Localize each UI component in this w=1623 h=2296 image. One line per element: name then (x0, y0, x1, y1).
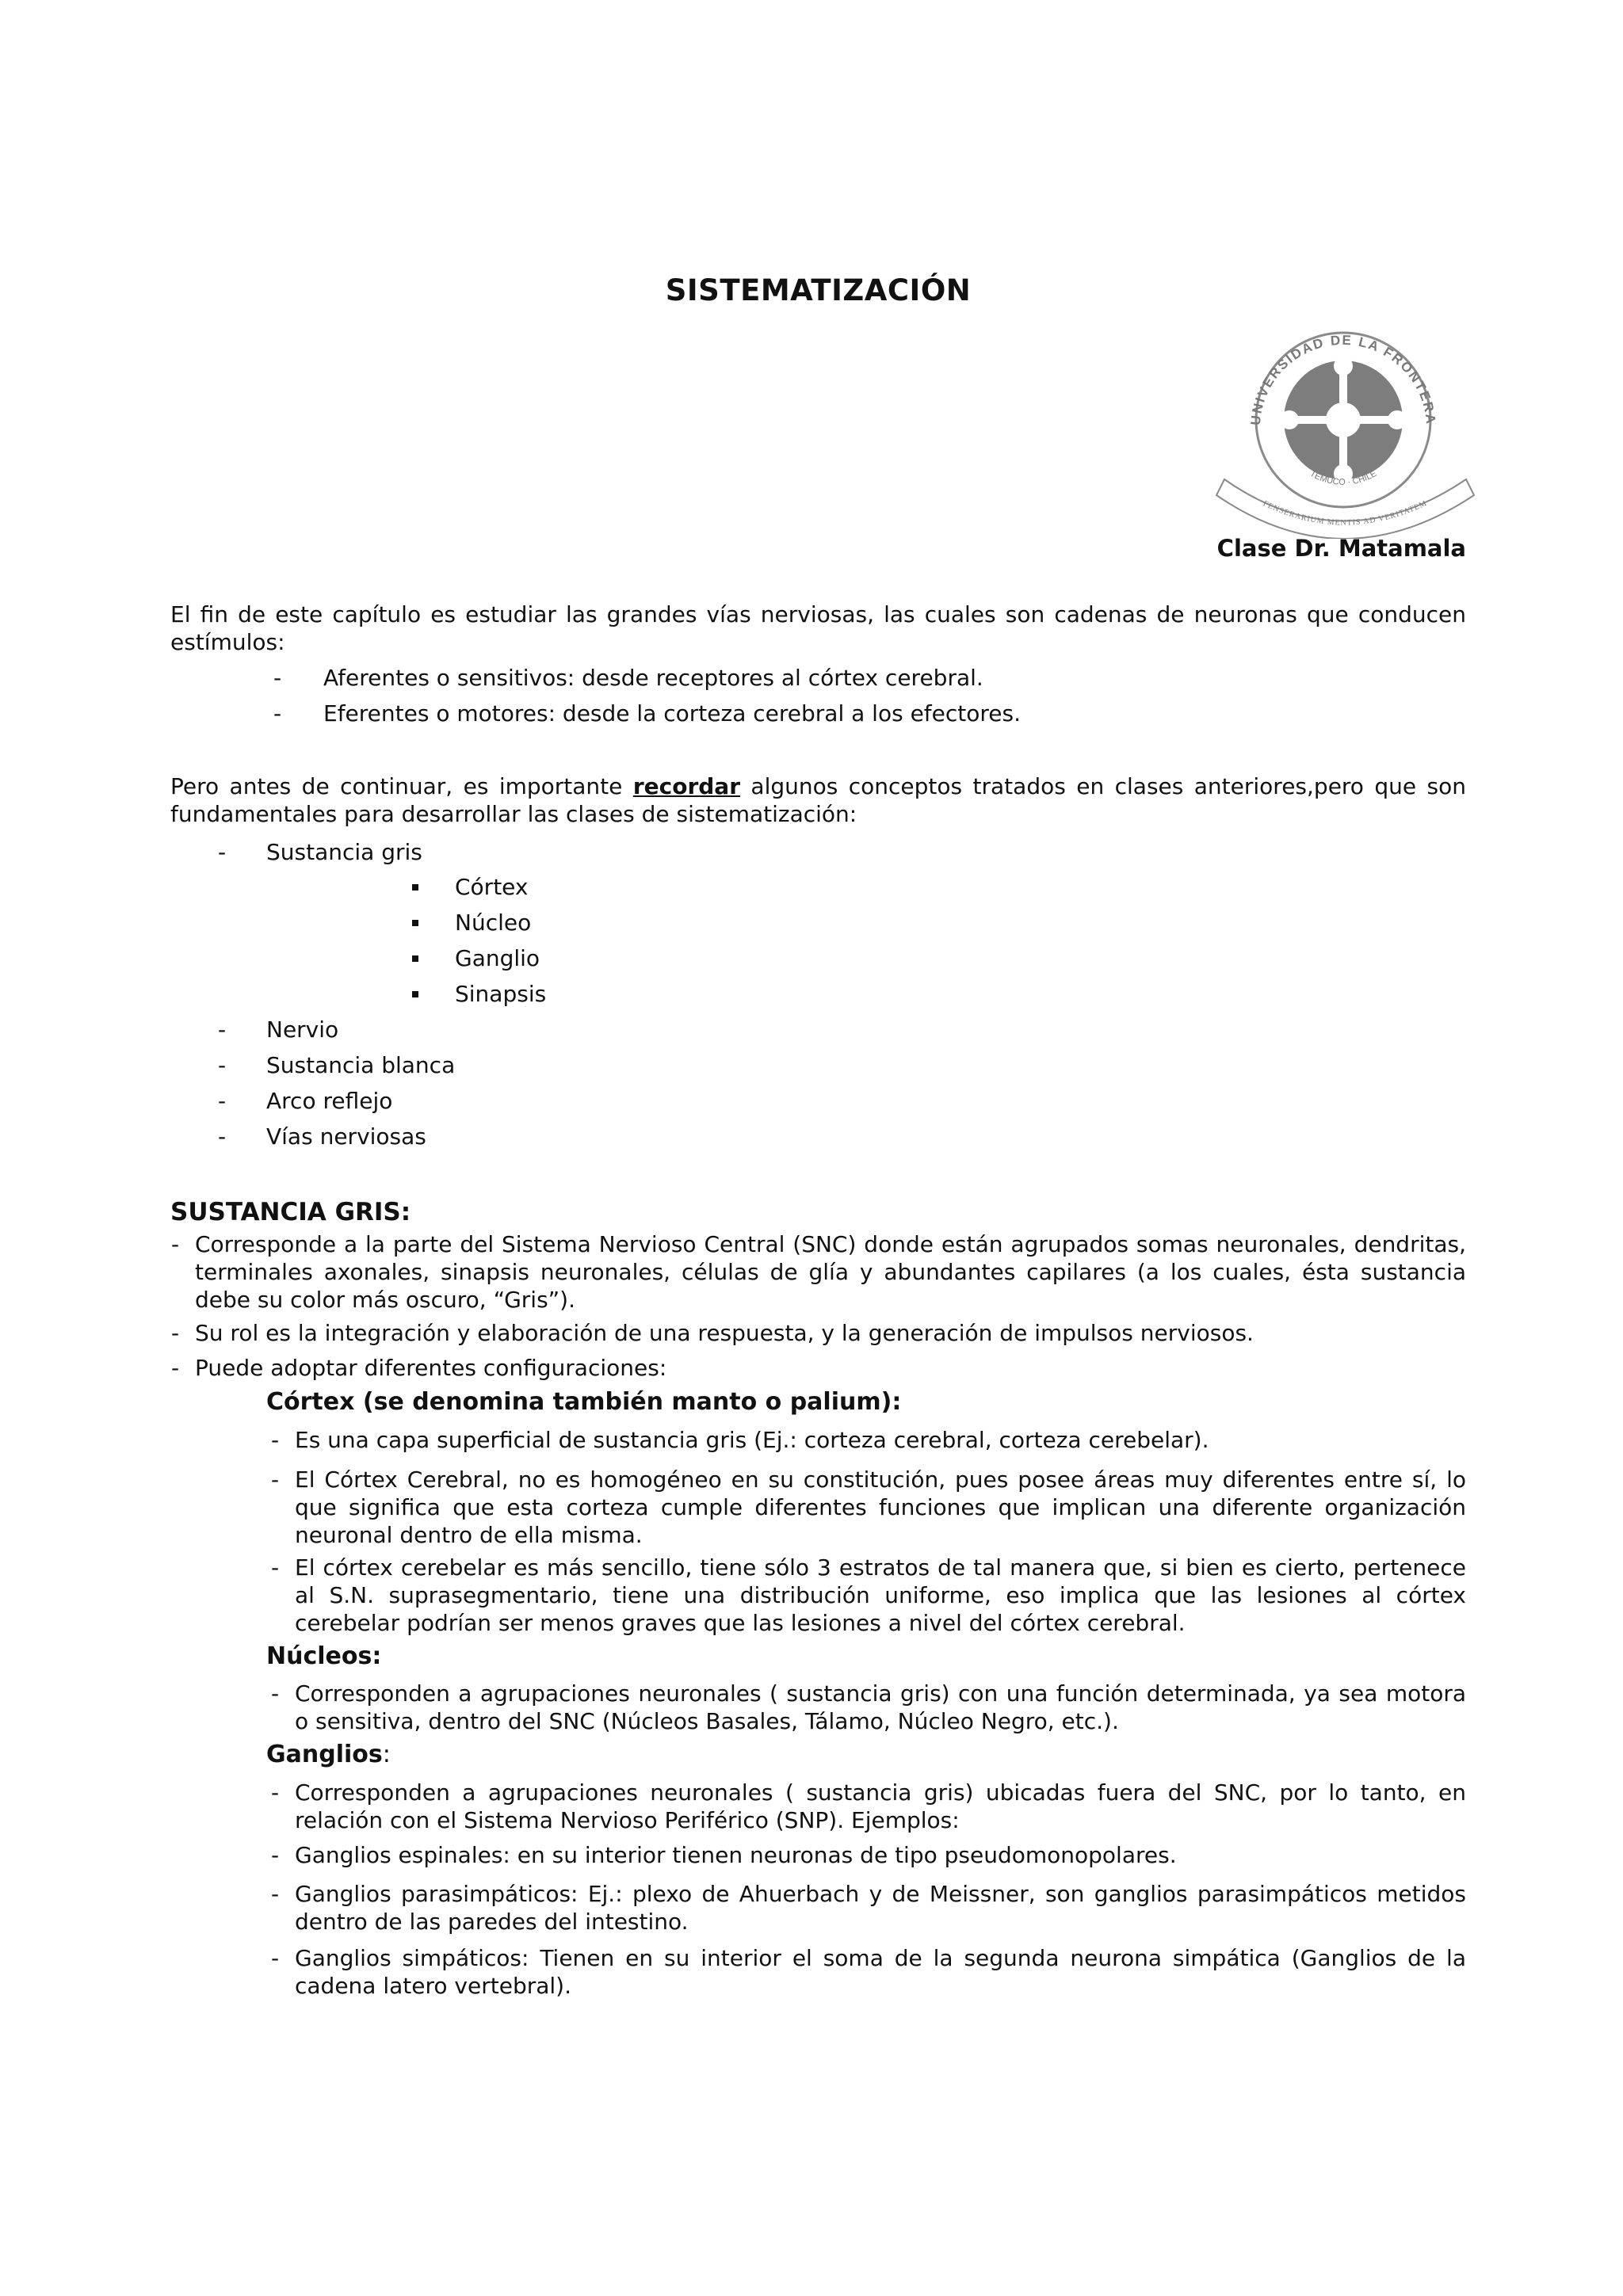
square-bullet-icon (412, 991, 418, 997)
seal-top-text: UNIVERSIDAD DE LA FRONTERA (1247, 332, 1439, 426)
recall-item: Nervio (266, 1016, 339, 1043)
sublist-item: Núcleo (412, 909, 650, 936)
intro-item: Eferentes o motores: desde la corteza cerebral a los efectores. (323, 700, 1022, 727)
cortex-item: - El Córtex Cerebral, no es homogéneo en su constitución, pues posee áreas muy diferentes entre sí, lo que significa que esta corteza cumple diferentes funciones que implican una diferente organización neuronal dentro de ella misma. (271, 1466, 1466, 1548)
recall-dash: - (218, 1088, 227, 1114)
document-title: SISTEMATIZACIÓN (665, 273, 972, 307)
section-item: - Corresponde a la parte del Sistema Nervioso Central (SNC) donde están agrupados somas neuronales, dendritas, terminales axonales, sinapsis neuronales, células de glía y abundantes capilares (a los cuales, ésta sustancia debe su color más oscuro, “Gris”). (171, 1231, 1466, 1313)
nucleos-item: - Corresponden a agrupaciones neuronales ( sustancia gris) con una función determinada, ya sea motora o sensitiva, dentro del SNC (Núcleos Basales, Tálamo, Núcleo Negro, etc.). (271, 1680, 1466, 1734)
square-bullet-icon (412, 920, 418, 926)
recall-item: Sustancia gris (266, 839, 422, 865)
ganglios-item: - Ganglios simpáticos: Tienen en su interior el soma de la segunda neurona simpática (Ganglios de la cadena latero vertebral). (271, 1945, 1466, 1999)
ganglios-item: - Ganglios espinales: en su interior tienen neuronas de tipo pseudomonopolares. (271, 1842, 1177, 1868)
recall-item: Sustancia blanca (266, 1052, 456, 1078)
intro-item: Aferentes o sensitivos: desde receptores al córtex cerebral. (323, 665, 983, 691)
section-item: - Su rol es la integración y elaboración de una respuesta, y la generación de impulsos nerviosos. (171, 1320, 1254, 1346)
university-seal-logo (1209, 309, 1482, 539)
intro-dash: - (273, 700, 282, 727)
square-bullet-icon (412, 884, 418, 891)
seal-ribbon-text: FENSERARIUM MENTIS AD VERITATEM (1262, 498, 1429, 528)
ganglios-item: - Corresponden a agrupaciones neuronales ( sustancia gris) ubicadas fuera del SNC, por lo tanto, en relación con el Sistema Nervioso Periférico (SNP). Ejemplos: (271, 1779, 1466, 1833)
ganglios-item: - Ganglios parasimpáticos: Ej.: plexo de Ahuerbach y de Meissner, son ganglios parasimpáticos metidos dentro de las paredes del intestino. (271, 1881, 1466, 1935)
sublist-item: Ganglio (412, 944, 650, 972)
recall-item: Arco reflejo (266, 1088, 393, 1114)
author-line: Clase Dr. Matamala (1216, 535, 1466, 562)
recall-dash: - (218, 839, 227, 865)
recall-paragraph (170, 772, 1466, 828)
svg-text:FENSERARIUM MENTIS AD VERITATE (1262, 499, 1429, 528)
nucleos-heading: Núcleos: (266, 1642, 382, 1670)
recall-dash: - (218, 1016, 227, 1043)
ganglios-heading: Ganglios: (266, 1741, 391, 1768)
recall-text-before: Pero antes de continuar, es importante (170, 773, 633, 799)
cortex-item: - Es una capa superficial de sustancia gris (Ej.: corteza cerebral, corteza cerebelar). (271, 1427, 1209, 1453)
recall-text-after: algunos conceptos tratados en clases anteriores,pero que son fundamentales para desarrollar las clases de sistematización: (170, 773, 1466, 827)
recall-dash: - (218, 1123, 227, 1150)
cortex-item: - El córtex cerebelar es más sencillo, tiene sólo 3 estratos de tal manera que, si bien es cierto, pertenece al S.N. suprasegmentario, tiene una distribución uniforme, eso implica que las lesiones al córtex cerebelar podrían ser menos graves que las lesiones a nivel del córtex cerebral. (271, 1554, 1466, 1636)
sublist-item: Sinapsis (412, 980, 650, 1008)
recall-emphasis: recordar (632, 773, 740, 799)
intro-paragraph: El fin de este capítulo es estudiar las grandes vías nerviosas, las cuales son cadenas de neuronas que conducen estímulos: (170, 601, 1466, 655)
cortex-heading: Córtex (se denomina también manto o palium): (266, 1388, 902, 1416)
section-item: - Puede adoptar diferentes configuraciones: (171, 1355, 667, 1381)
recall-item: Vías nerviosas (266, 1123, 426, 1150)
intro-dash: - (273, 665, 282, 691)
square-bullet-icon (412, 955, 418, 962)
recall-dash: - (218, 1052, 227, 1078)
seal-bottom-text: TEMUCO · CHILE (1308, 468, 1379, 487)
section-heading: SUSTANCIA GRIS: (170, 1198, 411, 1226)
sublist-item: Córtex (412, 873, 650, 901)
seal-graphic (1209, 309, 1482, 539)
